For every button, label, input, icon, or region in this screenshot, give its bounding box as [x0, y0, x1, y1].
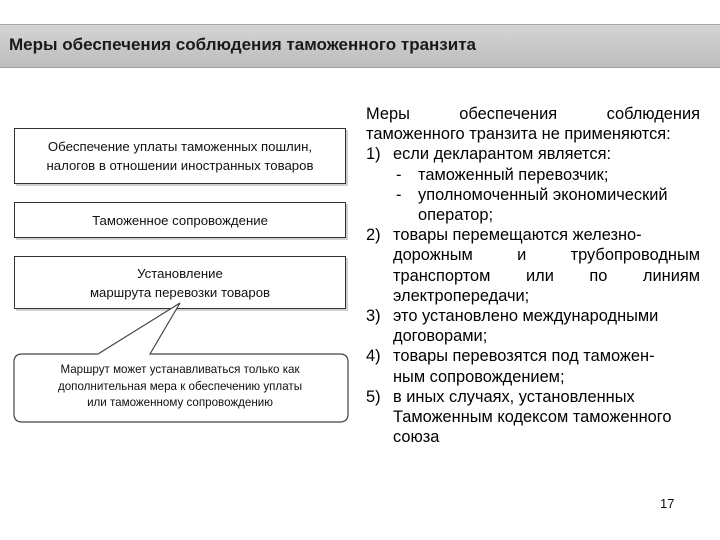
list-item-2-line4: электропередачи;: [393, 286, 530, 305]
slide-title: Меры обеспечения соблюдения таможенного транзита: [9, 35, 476, 54]
list-item-1-text: если декларантом является:: [393, 145, 612, 164]
list-item-1: [366, 144, 700, 164]
list-item-2-cont-b: [366, 266, 700, 286]
list-item-5-cont-a: [366, 407, 700, 427]
list-item-2-text: товары перемещаются железно-: [393, 226, 642, 245]
list-item-2-cont-a: [366, 245, 700, 265]
list-item-2-line2: дорожным и трубопроводным: [393, 246, 700, 265]
intro-line2: таможенного транзита не применяются:: [366, 125, 671, 144]
list-item-4-number: 4): [366, 347, 381, 366]
list-item-3-text: это установлено международными: [393, 307, 659, 326]
list-item-5-line3: союза: [393, 428, 440, 447]
measure-box-payment-line1: Обеспечение уплаты таможенных пошлин,: [47, 139, 313, 154]
list-item-5: [366, 387, 700, 407]
list-item-1-number: 1): [366, 145, 381, 164]
list-item-3-number: 3): [366, 307, 381, 326]
measure-box-escort-text: Таможенное сопровождение: [92, 212, 268, 228]
callout-line2: дополнительная мера к обеспечению уплаты: [57, 379, 303, 393]
list-item-4-text: товары перевозятся под таможен-: [393, 347, 655, 366]
measure-box-route-line2: маршрута перевозки товаров: [89, 284, 271, 300]
list-item-5-line2: Таможенным кодексом таможенного: [393, 408, 672, 427]
measure-box-route-line1: Установление: [137, 265, 223, 281]
list-item-2-number: 2): [366, 226, 381, 245]
list-item-2-line3: транспортом или по линиям: [393, 266, 700, 285]
callout-line1: Маршрут может устанавливаться только как: [60, 363, 300, 376]
list-item-4-line2: ным сопровождением;: [393, 367, 565, 386]
sub-item-2-dash: -: [396, 185, 402, 204]
list-item-2: [366, 225, 700, 245]
sub-item-2: [366, 185, 700, 205]
list-item-5-text: в иных случаях, установленных: [393, 387, 635, 406]
measure-box-payment-line2: налогов в отношении иностранных товаров: [46, 158, 314, 173]
list-item-3: [366, 306, 700, 326]
sub-item-1-dash: -: [396, 165, 402, 184]
sub-item-2-text: уполномоченный экономический: [418, 185, 668, 204]
sub-item-2-continuation: оператор;: [418, 206, 494, 225]
list-item-3-line2: договорами;: [393, 327, 488, 346]
sub-item-1-text: таможенный перевозчик;: [418, 165, 609, 184]
page-number: 17: [660, 496, 675, 511]
callout-line3: или таможенному сопровождению: [87, 396, 273, 409]
exceptions-text: [366, 104, 700, 447]
intro-line1: Меры обеспечения соблюдения: [366, 105, 700, 123]
list-item-5-number: 5): [366, 387, 381, 406]
list-item-2-cont-c: [366, 286, 700, 306]
list-item-5-cont-b: [366, 427, 700, 447]
list-item-4-cont: [366, 367, 700, 387]
list-item-4: [366, 346, 700, 366]
list-item-3-cont: [366, 326, 700, 346]
callout-note: [26, 362, 334, 412]
sub-item-1: [366, 165, 700, 185]
